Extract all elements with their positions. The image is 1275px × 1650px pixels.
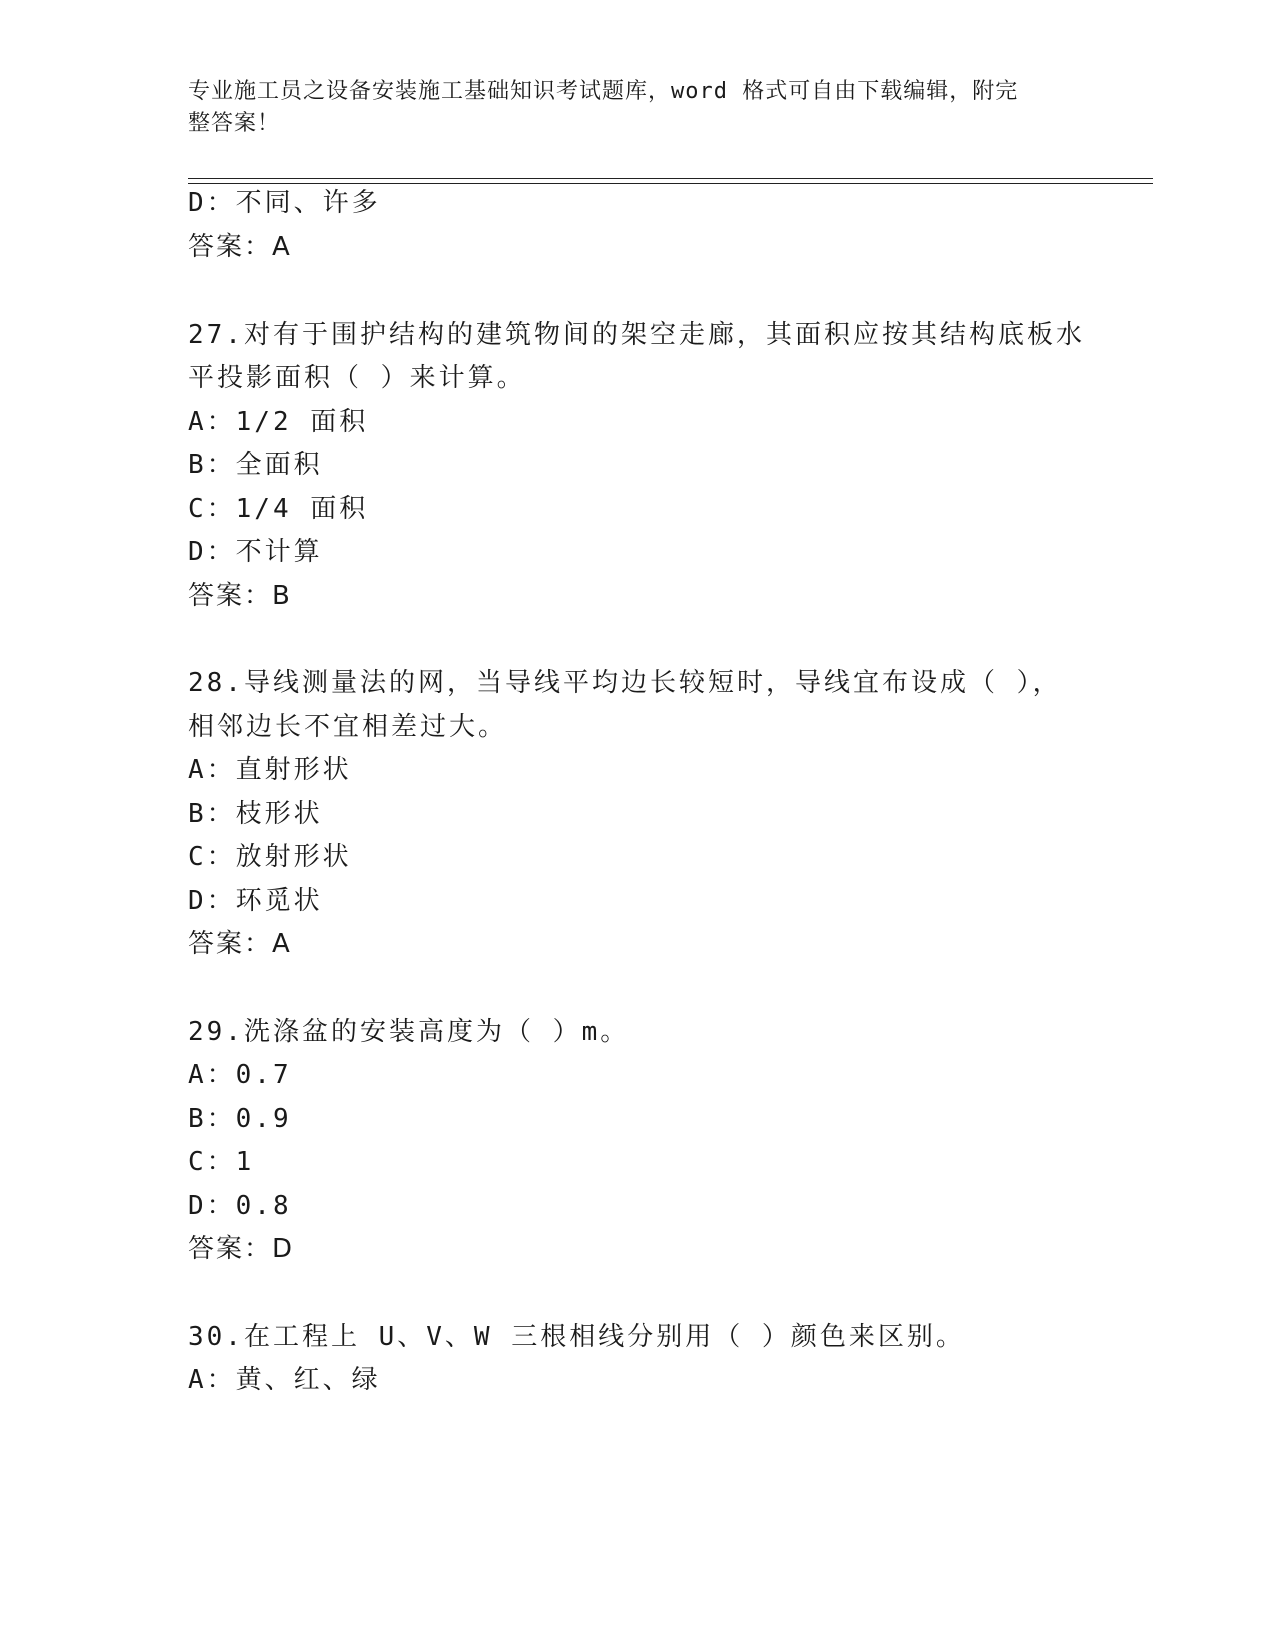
header-divider-top [188, 178, 1153, 179]
question-30-option-a: A：黄、红、绿 [188, 1365, 381, 1395]
question-29-answer: 答案：D [188, 1234, 295, 1264]
question-29-option-c: C：1 [188, 1147, 255, 1177]
prev-question-option-d: D：不同、许多 [188, 188, 381, 218]
question-30-text: 30.在工程上 U、V、W 三根相线分别用（ ）颜色来区别。 [188, 1322, 965, 1352]
question-29-option-d: D：0.8 [188, 1191, 292, 1221]
question-28-option-c: C：放射形状 [188, 842, 352, 872]
question-27-text-line-2: 平投影面积（ ）来计算。 [188, 363, 526, 393]
header-divider-bottom [188, 183, 1153, 184]
header-line-1: 专业施工员之设备安装施工基础知识考试题库，word 格式可自由下载编辑，附完 [188, 79, 1019, 104]
question-27-option-a: A：1/2 面积 [188, 407, 369, 437]
question-27-text-line-1: 27.对有于围护结构的建筑物间的架空走廊，其面积应按其结构底板水 [188, 320, 1085, 350]
question-29-text: 29.洗涤盆的安装高度为（ ）m。 [188, 1017, 630, 1047]
question-27-option-b: B：全面积 [188, 450, 323, 480]
question-28-option-d: D：环觅状 [188, 886, 323, 916]
header-line-2: 整答案！ [188, 111, 281, 136]
question-28-option-b: B：枝形状 [188, 799, 323, 829]
document-header [188, 76, 1068, 140]
prev-question-answer: 答案：A [188, 232, 292, 262]
question-29-option-a: A：0.7 [188, 1060, 292, 1090]
question-29-option-b: B：0.9 [188, 1104, 292, 1134]
question-28-text-line-2: 相邻边长不宜相差过大。 [188, 712, 508, 742]
question-27-answer: 答案：B [188, 581, 292, 611]
question-28-text-line-1: 28.导线测量法的网，当导线平均边长较短时，导线宜布设成（ ）， [188, 668, 1062, 698]
question-28-option-a: A：直射形状 [188, 755, 352, 785]
question-27-option-c: C：1/4 面积 [188, 494, 369, 524]
question-28-answer: 答案：A [188, 929, 292, 959]
question-27-option-d: D：不计算 [188, 537, 323, 567]
